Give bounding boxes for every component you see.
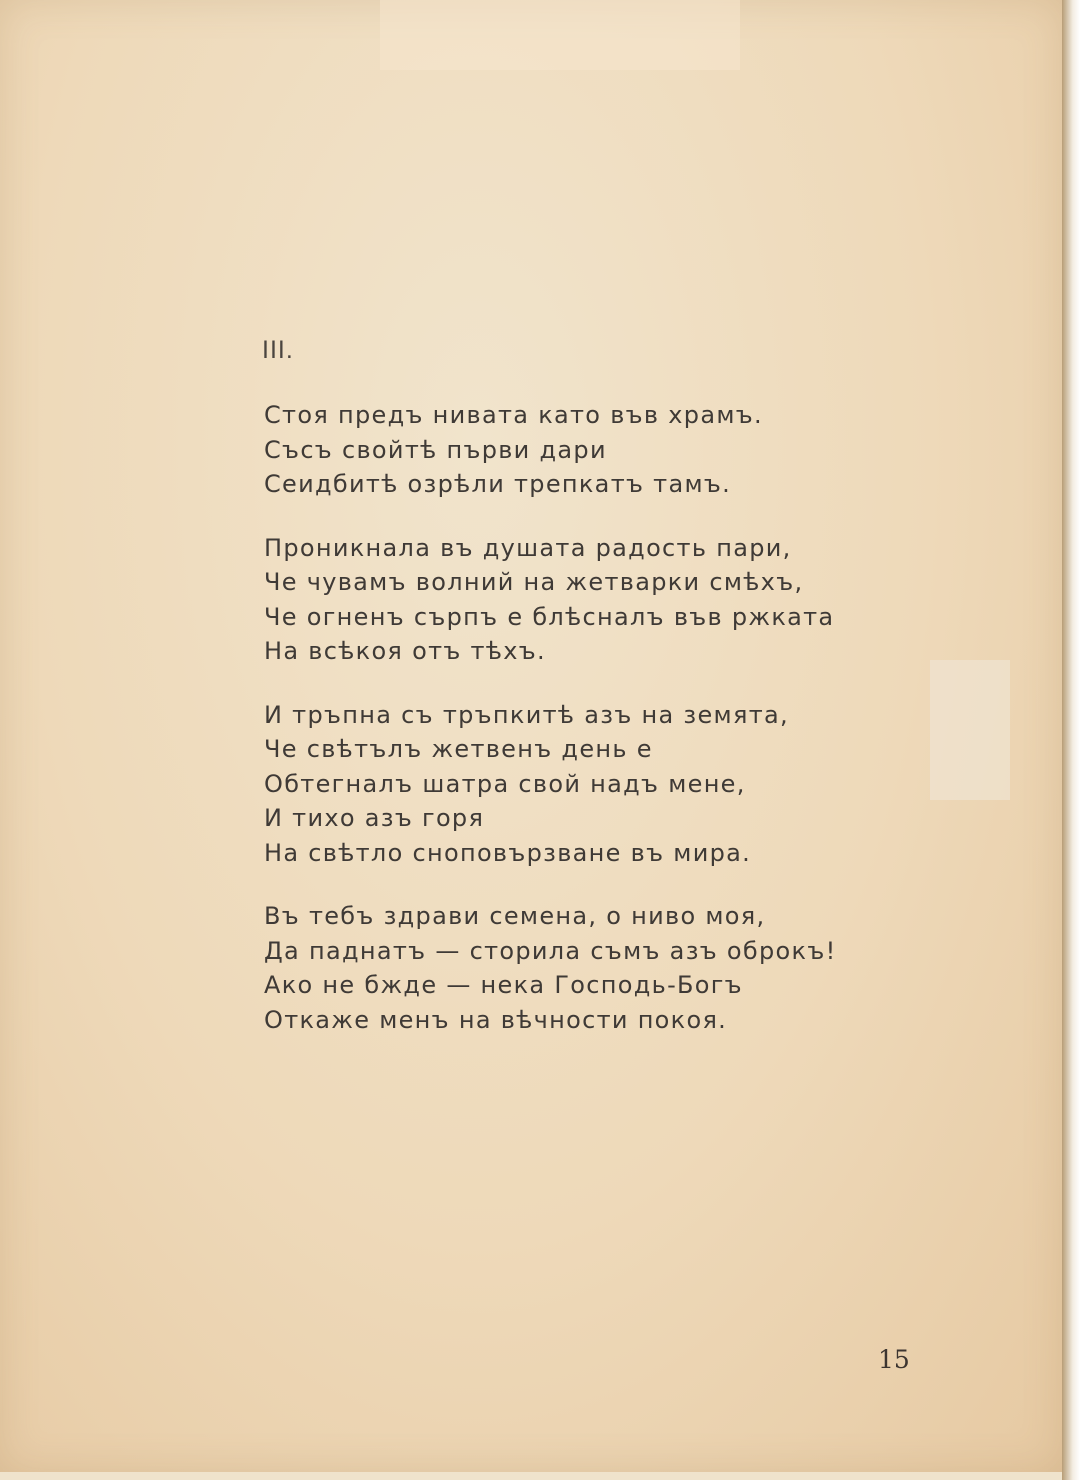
- poem-line: На всѣкоя отъ тѣхъ.: [264, 637, 546, 665]
- poem-line: Да паднатъ — сторила съмъ азъ оброкъ!: [264, 936, 837, 965]
- poem-line: Ако не бжде — нека Господь-Богъ: [264, 971, 743, 999]
- poem-line: На свѣтло сноповързване въ мира.: [264, 838, 752, 867]
- section-number: III.: [262, 336, 294, 364]
- poem-line: Че свѣтълъ жетвенъ день е: [264, 735, 653, 763]
- poem-line: Стоя предъ нивата като във храмъ.: [264, 401, 763, 429]
- page-number: 15: [878, 1345, 910, 1374]
- poem-line: Въ тебъ здрави семена, о ниво моя,: [264, 902, 766, 930]
- poem-line: Сеидбитѣ озрѣли трепкатъ тамъ.: [264, 470, 732, 498]
- stanza: [264, 899, 964, 1037]
- poem-line: Че чувамъ волний на жетварки смѣхъ,: [264, 568, 804, 596]
- page-edge: [1062, 0, 1080, 1480]
- stanza: [264, 698, 964, 871]
- poem-line: И тръпна съ тръпкитѣ азъ на земята,: [264, 700, 789, 729]
- stanza: [264, 398, 964, 502]
- page-discoloration: [380, 0, 740, 70]
- poem-line: Обтегналъ шатра свой надъ мене,: [264, 769, 746, 798]
- poem-line: Проникнала въ душата радость пари,: [264, 533, 792, 562]
- poem-line: Че огненъ сърпъ е блѣсналъ във ржката: [264, 602, 835, 631]
- poem-line: Съсъ свойтѣ първи дари: [264, 435, 607, 464]
- poem-line: Откаже менъ на вѣчности покоя.: [264, 1005, 728, 1034]
- poem: [264, 398, 964, 1066]
- stanza: [264, 531, 964, 669]
- poem-line: И тихо азъ горя: [264, 804, 485, 832]
